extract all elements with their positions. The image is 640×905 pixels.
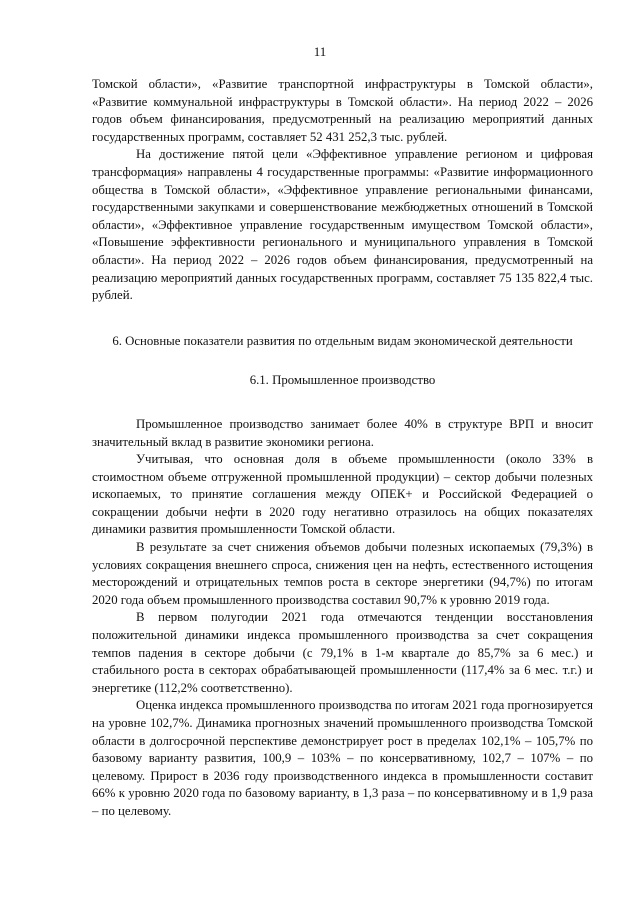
spacer [92, 350, 593, 372]
paragraph-fifth-goal: На достижение пятой цели «Эффективное управление регионом и цифровая трансформация» направлены 4 государственные программы: «Развитие информационного общества в Томской области», «Эффективное управление региональными финансами, государственными закупками и совершенствование межбюджетных отношений в Томской области», «Эффективное управление государственным имуществом Томской области», «Повышение эффективности регионального и муниципального управления в Томской области». На период 2022 – 2026 годов объем финансирования, предусмотренный на реализацию мероприятий данных государственных программ, составляет 75 135 822,4 тыс. рублей. [92, 147, 593, 303]
paragraph-industry-share: Промышленное производство занимает более 40% в структуре ВРП и вносит значительный вклад в развитие экономики региона. [92, 416, 593, 449]
subsection-title: 6.1. Промышленное производство [249, 373, 436, 388]
paragraph-2020-results: В результате за счет снижения объемов добычи полезных ископаемых (79,3%) в условиях сокращения внешнего спроса, снижения цен на нефть, естественного истощения месторождений и отрицательных темпов роста в секторе энергетики (94,7%) по итогам 2020 года объем промышленного производства составил 90,7% к уровню 2019 года. [92, 540, 593, 607]
spacer [92, 390, 593, 416]
paragraph-forecast: Оценка индекса промышленного производства по итогам 2021 года прогнозируется на уровне 102,7%. Динамика прогнозных значений промышленного производства Томской области в долгосрочной перспективе демонстрирует рост в пределах 102,1% – 105,7% по базовому варианту развития, 100,9 – 103% – по консервативному, 102,7 – 107% – по целевому. Прирост в 2036 году производственного индекса в промышленности составит 66% к уровню 2020 года по базовому варианту, в 1,3 раза – по консервативному и в 1,9 раза – по целевому. [92, 698, 593, 818]
paragraph-programs-financing: Томской области», «Развитие транспортной инфраструктуры в Томской области», «Развитие коммунальной инфраструктуры в Томской области». На период 2022 – 2026 годов объем финансирования, предусмотренный на реализацию мероприятий данных государственных программ, составляет 52 431 252,3 тыс. рублей. [92, 77, 593, 144]
page-content [92, 76, 593, 821]
page-number: 11 [313, 44, 327, 59]
paragraph-mining-sector: Учитывая, что основная доля в объеме промышленности (около 33% в стоимостном объеме отгруженной промышленной продукции) – сектор добычи полезных ископаемых, то принятие соглашения между ОПЕК+ и Российской Федерацией о сокращении добычи нефти в 2020 году негативно отразилось на общих показателях динамики развития промышленности Томской области. [92, 452, 593, 537]
section-title: 6. Основные показатели развития по отдельным видам экономической деятельности [112, 333, 573, 348]
paragraph-2021-first-half: В первом полугодии 2021 года отмечаются тенденции восстановления положительной динамики индекса промышленного производства за счет сокращения темпов падения в секторе добычи (с 79,1% в 1-м квартале до 85,7% за 6 мес.) и стабильного роста в секторах обрабатывающей промышленности (117,4% за 6 мес. т.г.) и энергетике (112,2% соответственно). [92, 610, 593, 695]
spacer [92, 305, 593, 333]
